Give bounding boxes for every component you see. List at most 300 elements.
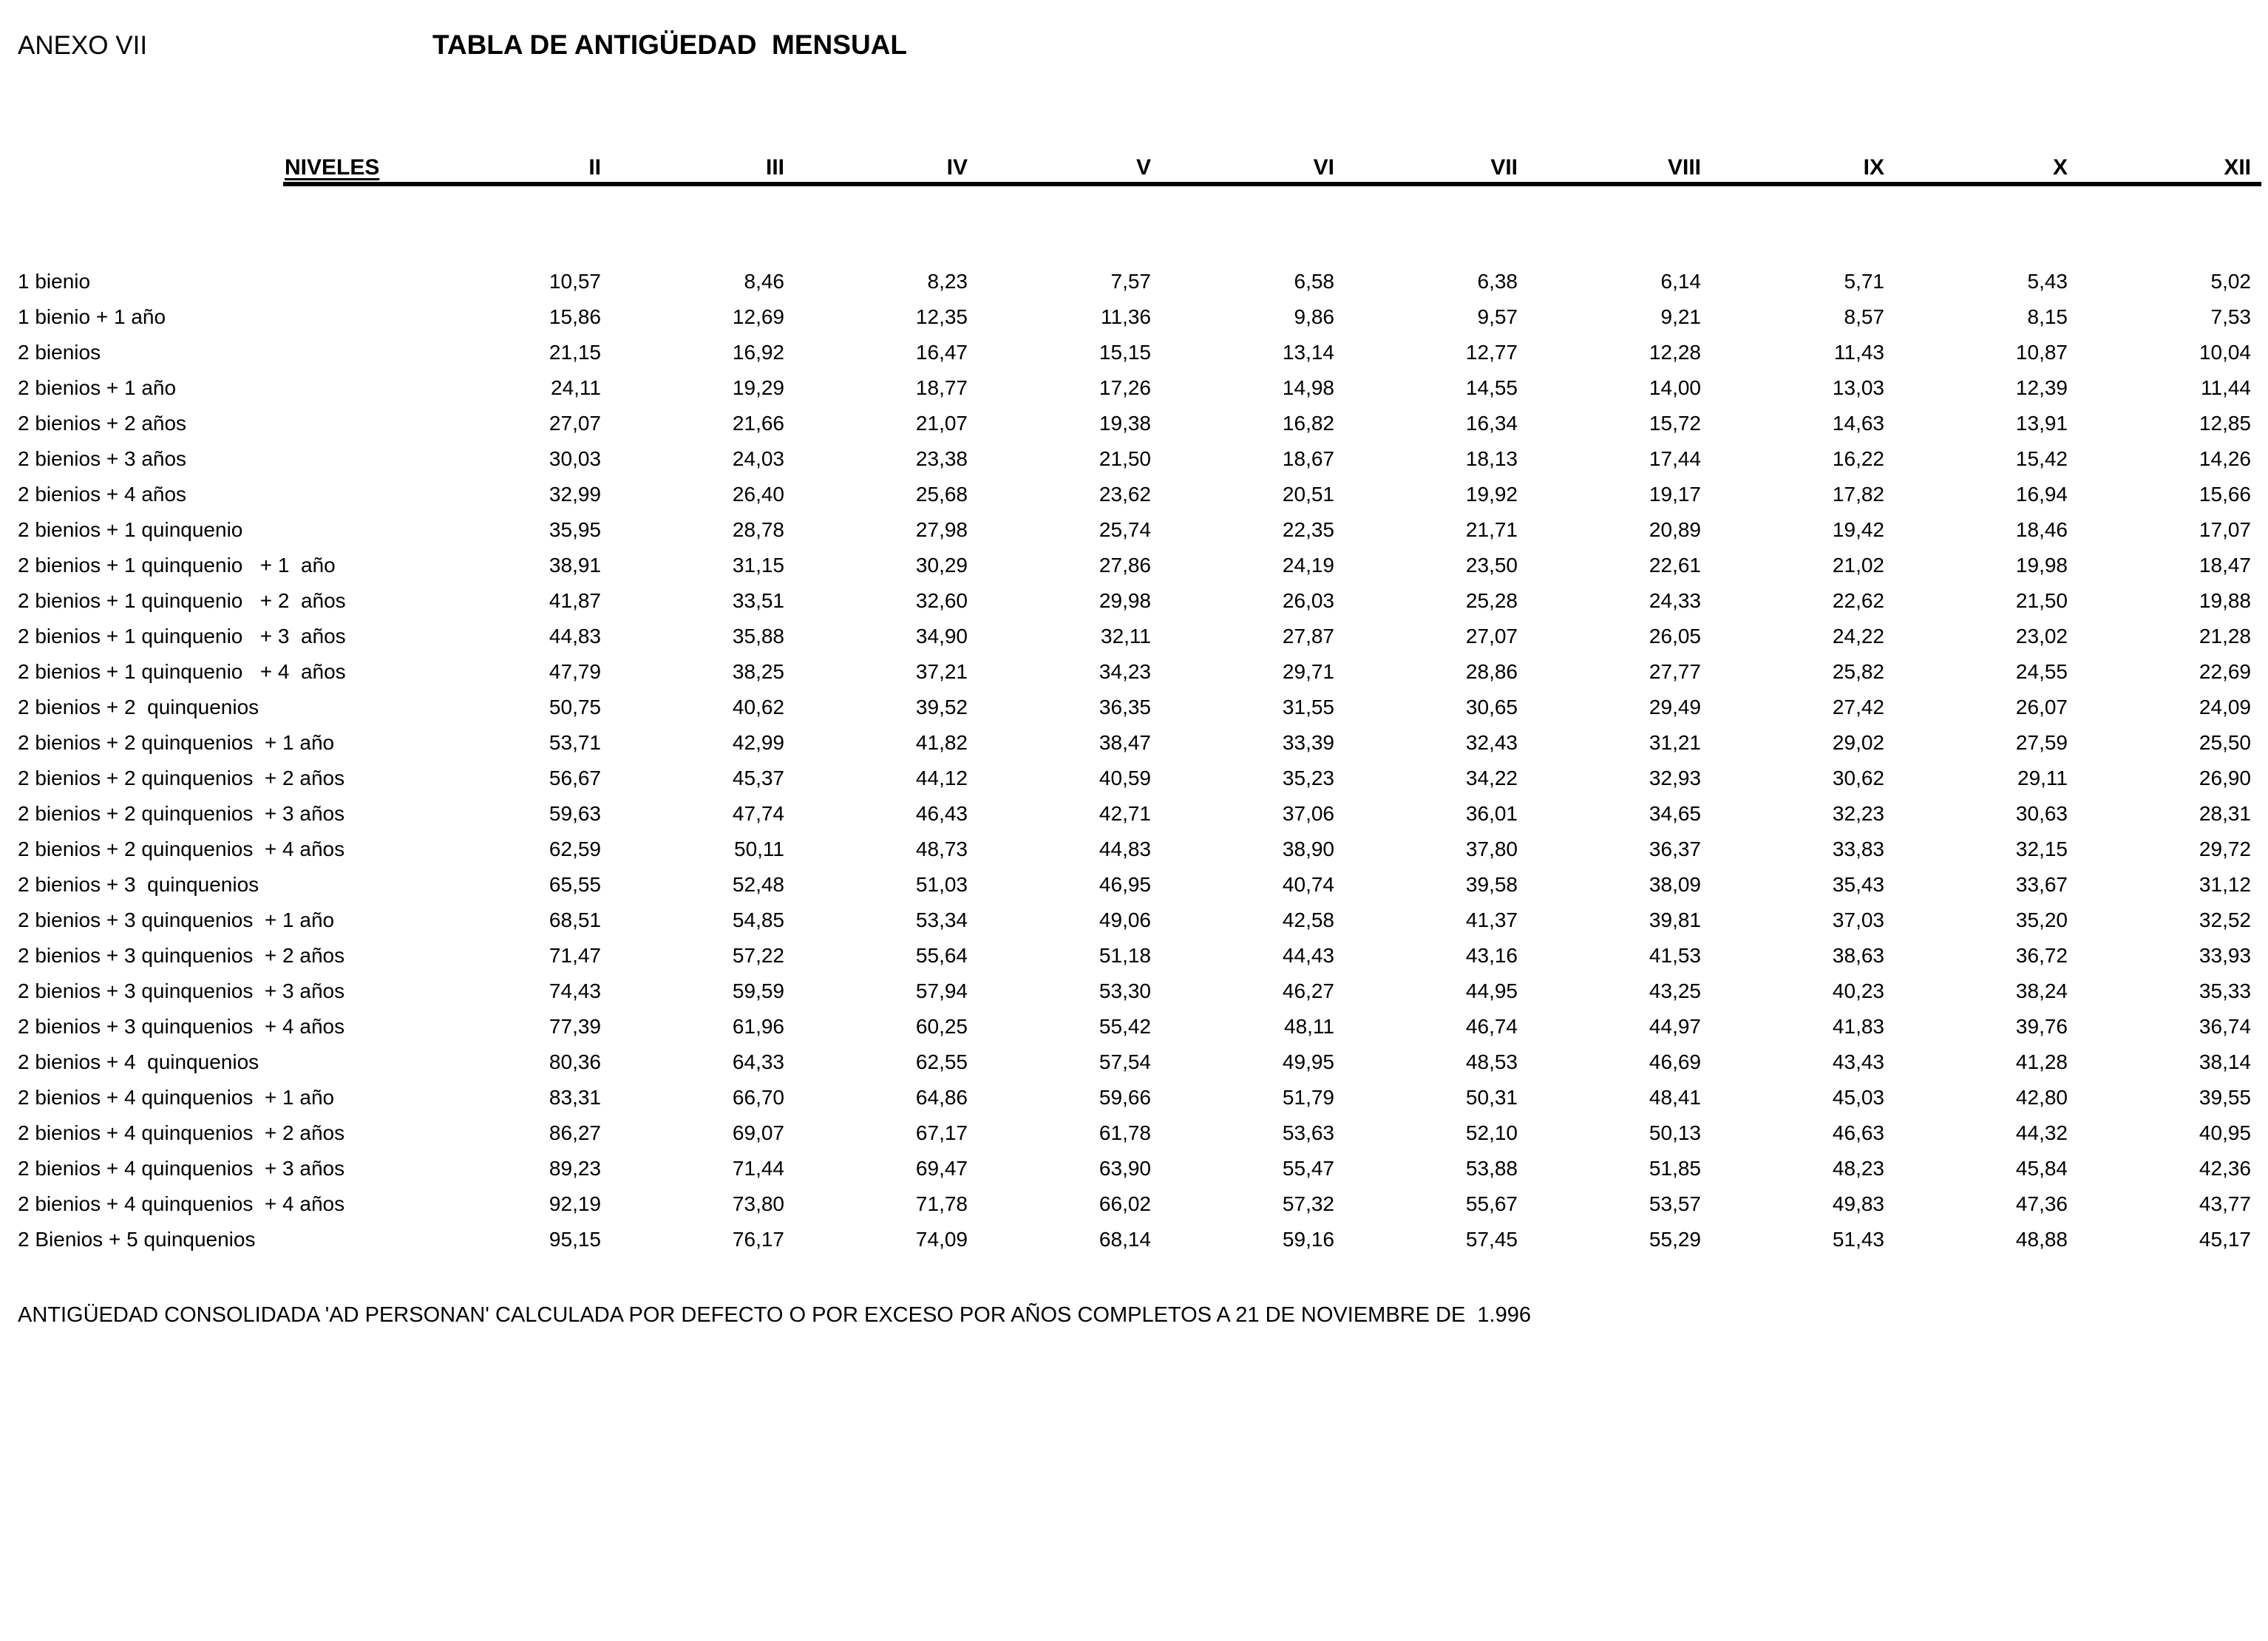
value-cell: 29,98: [1099, 589, 1151, 612]
value-cell: 32,23: [1832, 802, 1884, 825]
value-cell: 20,51: [1282, 483, 1334, 506]
level-label: 2 bienios + 3 quinquenios + 4 años: [18, 1015, 345, 1038]
value-cell: 29,49: [1649, 696, 1701, 718]
value-cell: 37,80: [1465, 838, 1518, 860]
table-row: [0, 441, 2251, 477]
value-cell: 41,83: [1832, 1015, 1884, 1038]
value-cell: 33,93: [2199, 944, 2251, 967]
value-cell: 38,63: [1832, 944, 1884, 967]
value-cell: 37,06: [1282, 802, 1334, 825]
value-cell: 27,87: [1282, 625, 1334, 648]
value-cell: 69,47: [915, 1157, 968, 1180]
value-cell: 32,93: [1649, 767, 1701, 789]
value-cell: 12,77: [1465, 341, 1518, 364]
table-row: [0, 761, 2251, 796]
value-cell: 30,03: [549, 447, 601, 470]
value-cell: 60,25: [915, 1015, 968, 1038]
value-cell: 71,44: [732, 1157, 784, 1180]
value-cell: 16,22: [1832, 447, 1884, 470]
column-header-V: V: [1135, 155, 1151, 180]
level-label: 2 bienios + 4 quinquenios: [18, 1050, 259, 1073]
value-cell: 35,95: [549, 518, 601, 541]
level-label: 2 bienios + 2 quinquenios + 1 año: [18, 731, 335, 754]
value-cell: 35,43: [1832, 873, 1884, 896]
value-cell: 21,50: [2015, 589, 2068, 612]
value-cell: 71,78: [915, 1192, 968, 1215]
value-cell: 51,79: [1282, 1086, 1334, 1109]
value-cell: 25,50: [2199, 731, 2251, 754]
value-cell: 48,11: [1284, 1015, 1334, 1038]
table-row: [0, 1115, 2251, 1151]
value-cell: 46,95: [1099, 873, 1151, 896]
value-cell: 11,43: [1834, 341, 1884, 364]
value-cell: 38,14: [2199, 1050, 2251, 1073]
value-cell: 30,65: [1465, 696, 1518, 718]
value-cell: 18,47: [2199, 554, 2251, 577]
value-cell: 8,46: [744, 270, 784, 293]
value-cell: 37,03: [1832, 908, 1884, 931]
value-cell: 55,47: [1282, 1157, 1334, 1180]
value-cell: 25,28: [1465, 589, 1518, 612]
value-cell: 44,83: [1099, 838, 1151, 860]
value-cell: 39,55: [2199, 1086, 2251, 1109]
value-cell: 52,48: [732, 873, 784, 896]
value-cell: 9,86: [1294, 305, 1334, 328]
value-cell: 38,24: [2015, 979, 2068, 1002]
value-cell: 36,37: [1649, 838, 1701, 860]
header-rule: [283, 182, 2261, 186]
value-cell: 35,23: [1282, 767, 1334, 789]
value-cell: 18,13: [1465, 447, 1518, 470]
value-cell: 41,28: [2015, 1050, 2068, 1073]
value-cell: 23,38: [915, 447, 968, 470]
value-cell: 40,23: [1832, 979, 1884, 1002]
value-cell: 62,59: [549, 838, 601, 860]
column-header-VII: VII: [1490, 155, 1518, 180]
value-cell: 76,17: [732, 1228, 784, 1251]
value-cell: 8,57: [1844, 305, 1884, 328]
value-cell: 12,28: [1649, 341, 1701, 364]
value-cell: 27,77: [1649, 660, 1701, 683]
level-label: 2 bienios + 1 quinquenio + 3 años: [18, 625, 346, 648]
value-cell: 28,78: [732, 518, 784, 541]
value-cell: 33,39: [1282, 731, 1334, 754]
spacer-row: [0, 185, 2251, 264]
value-cell: 57,54: [1099, 1050, 1151, 1073]
value-cell: 6,58: [1294, 270, 1334, 293]
value-cell: 53,57: [1649, 1192, 1701, 1215]
value-cell: 5,02: [2210, 270, 2251, 293]
value-cell: 83,31: [549, 1086, 601, 1109]
value-cell: 34,65: [1649, 802, 1701, 825]
value-cell: 40,95: [2199, 1121, 2251, 1144]
value-cell: 21,02: [1832, 554, 1884, 577]
value-cell: 48,41: [1649, 1086, 1701, 1109]
value-cell: 52,10: [1465, 1121, 1518, 1144]
value-cell: 24,03: [732, 447, 784, 470]
table-row: [0, 1044, 2251, 1080]
value-cell: 32,52: [2199, 908, 2251, 931]
value-cell: 22,35: [1282, 518, 1334, 541]
value-cell: 9,57: [1477, 305, 1518, 328]
value-cell: 73,80: [732, 1192, 784, 1215]
value-cell: 43,25: [1649, 979, 1701, 1002]
table-row: [0, 690, 2251, 725]
value-cell: 43,43: [1832, 1050, 1884, 1073]
value-cell: 45,84: [2015, 1157, 2068, 1180]
level-label: 2 bienios + 4 quinquenios + 1 año: [18, 1086, 335, 1109]
value-cell: 12,85: [2199, 412, 2251, 435]
value-cell: 27,07: [549, 412, 601, 435]
value-cell: 51,43: [1832, 1228, 1884, 1251]
table-row: [0, 832, 2251, 867]
value-cell: 46,43: [915, 802, 968, 825]
value-cell: 42,99: [732, 731, 784, 754]
value-cell: 22,61: [1649, 554, 1701, 577]
level-label: 2 bienios + 4 quinquenios + 3 años: [18, 1157, 345, 1180]
value-cell: 42,36: [2199, 1157, 2251, 1180]
column-header-IV: IV: [946, 155, 968, 180]
value-cell: 55,29: [1649, 1228, 1701, 1251]
value-cell: 12,39: [2015, 376, 2068, 399]
value-cell: 21,07: [915, 412, 968, 435]
level-label: 2 bienios + 3 quinquenios: [18, 873, 259, 896]
value-cell: 30,62: [1832, 767, 1884, 789]
value-cell: 18,77: [915, 376, 968, 399]
value-cell: 47,79: [549, 660, 601, 683]
value-cell: 19,98: [2015, 554, 2068, 577]
value-cell: 34,90: [915, 625, 968, 648]
value-cell: 57,45: [1465, 1228, 1518, 1251]
value-cell: 26,05: [1649, 625, 1701, 648]
value-cell: 39,58: [1465, 873, 1518, 896]
value-cell: 37,21: [915, 660, 968, 683]
value-cell: 32,60: [915, 589, 968, 612]
value-cell: 59,63: [549, 802, 601, 825]
value-cell: 27,42: [1832, 696, 1884, 718]
value-cell: 35,88: [732, 625, 784, 648]
value-cell: 47,74: [732, 802, 784, 825]
table-row: [0, 1009, 2251, 1044]
value-cell: 48,88: [2015, 1228, 2068, 1251]
value-cell: 50,11: [734, 838, 784, 860]
value-cell: 51,85: [1649, 1157, 1701, 1180]
annex-label: ANEXO VII: [18, 31, 148, 60]
value-cell: 31,55: [1282, 696, 1334, 718]
level-label: 2 bienios + 3 quinquenios + 3 años: [18, 979, 345, 1002]
value-cell: 22,69: [2199, 660, 2251, 683]
value-cell: 21,71: [1465, 518, 1518, 541]
value-cell: 45,03: [1832, 1086, 1884, 1109]
value-cell: 19,92: [1465, 483, 1518, 506]
value-cell: 15,72: [1649, 412, 1701, 435]
value-cell: 56,67: [549, 767, 601, 789]
level-label: 2 bienios + 4 años: [18, 483, 187, 506]
level-label: 2 bienios + 2 años: [18, 412, 187, 435]
value-cell: 30,63: [2015, 802, 2068, 825]
value-cell: 44,43: [1282, 944, 1334, 967]
value-cell: 19,38: [1099, 412, 1151, 435]
value-cell: 19,42: [1832, 518, 1884, 541]
value-cell: 21,50: [1099, 447, 1151, 470]
table-row: [0, 1151, 2251, 1186]
value-cell: 44,32: [2015, 1121, 2068, 1144]
table-row: [0, 299, 2251, 335]
value-cell: 13,91: [2015, 412, 2068, 435]
value-cell: 43,77: [2199, 1192, 2251, 1215]
value-cell: 7,53: [2210, 305, 2251, 328]
value-cell: 19,17: [1649, 483, 1701, 506]
value-cell: 42,58: [1282, 908, 1334, 931]
value-cell: 27,86: [1099, 554, 1151, 577]
table-row: [0, 1080, 2251, 1115]
value-cell: 17,07: [2199, 518, 2251, 541]
value-cell: 68,51: [549, 908, 601, 931]
table-header-row: [0, 151, 2251, 185]
value-cell: 55,42: [1099, 1015, 1151, 1038]
value-cell: 86,27: [549, 1121, 601, 1144]
value-cell: 61,78: [1099, 1121, 1151, 1144]
value-cell: 12,35: [915, 305, 968, 328]
value-cell: 49,95: [1282, 1050, 1334, 1073]
value-cell: 74,09: [915, 1228, 968, 1251]
niveles-header-label: NIVELES: [285, 155, 380, 180]
value-cell: 80,36: [549, 1050, 601, 1073]
value-cell: 27,98: [915, 518, 968, 541]
value-cell: 69,07: [732, 1121, 784, 1144]
level-label: 2 bienios + 1 quinquenio + 2 años: [18, 589, 346, 612]
level-label: 2 bienios + 3 quinquenios + 1 año: [18, 908, 335, 931]
value-cell: 23,50: [1465, 554, 1518, 577]
value-cell: 32,15: [2015, 838, 2068, 860]
table-row: [0, 370, 2251, 406]
value-cell: 44,95: [1465, 979, 1518, 1002]
value-cell: 9,21: [1660, 305, 1701, 328]
value-cell: 53,30: [1099, 979, 1151, 1002]
level-label: 2 bienios + 4 quinquenios + 4 años: [18, 1192, 345, 1215]
value-cell: 71,47: [549, 944, 601, 967]
level-label: 2 bienios + 3 quinquenios + 2 años: [18, 944, 345, 967]
value-cell: 46,27: [1282, 979, 1334, 1002]
value-cell: 29,11: [2017, 767, 2068, 789]
level-label: 2 bienios + 1 quinquenio + 1 año: [18, 554, 336, 577]
value-cell: 41,87: [549, 589, 601, 612]
value-cell: 26,03: [1282, 589, 1334, 612]
value-cell: 10,04: [2199, 341, 2251, 364]
value-cell: 41,53: [1649, 944, 1701, 967]
value-cell: 66,02: [1099, 1192, 1151, 1215]
value-cell: 59,59: [732, 979, 784, 1002]
value-cell: 17,26: [1099, 376, 1151, 399]
table-row: [0, 264, 2251, 299]
value-cell: 15,15: [1099, 341, 1151, 364]
value-cell: 38,25: [732, 660, 784, 683]
value-cell: 25,68: [915, 483, 968, 506]
level-label: 2 bienios + 2 quinquenios + 2 años: [18, 767, 345, 789]
level-label: 1 bienio + 1 año: [18, 305, 166, 328]
value-cell: 36,72: [2015, 944, 2068, 967]
value-cell: 18,46: [2015, 518, 2068, 541]
table-row: [0, 406, 2251, 441]
value-cell: 62,55: [915, 1050, 968, 1073]
level-label: 2 bienios + 4 quinquenios + 2 años: [18, 1121, 345, 1144]
value-cell: 27,59: [2015, 731, 2068, 754]
level-label: 2 Bienios + 5 quinquenios: [18, 1228, 256, 1251]
value-cell: 20,89: [1649, 518, 1701, 541]
value-cell: 40,62: [732, 696, 784, 718]
level-label: 2 bienios + 2 quinquenios + 3 años: [18, 802, 345, 825]
value-cell: 46,63: [1832, 1121, 1884, 1144]
value-cell: 24,09: [2199, 696, 2251, 718]
value-cell: 32,43: [1465, 731, 1518, 754]
level-label: 2 bienios + 2 quinquenios + 4 años: [18, 838, 345, 860]
value-cell: 18,67: [1282, 447, 1334, 470]
value-cell: 38,90: [1282, 838, 1334, 860]
value-cell: 32,99: [549, 483, 601, 506]
value-cell: 11,36: [1101, 305, 1151, 328]
value-cell: 32,11: [1101, 625, 1151, 648]
value-cell: 15,42: [2015, 447, 2068, 470]
value-cell: 35,33: [2199, 979, 2251, 1002]
table-row: [0, 867, 2251, 903]
value-cell: 15,66: [2199, 483, 2251, 506]
value-cell: 33,83: [1832, 838, 1884, 860]
value-cell: 51,03: [915, 873, 968, 896]
value-cell: 57,22: [732, 944, 784, 967]
table-row: [0, 548, 2251, 583]
value-cell: 44,97: [1649, 1015, 1701, 1038]
value-cell: 64,86: [915, 1086, 968, 1109]
value-cell: 19,88: [2199, 589, 2251, 612]
value-cell: 33,51: [732, 589, 784, 612]
value-cell: 26,40: [732, 483, 784, 506]
value-cell: 40,59: [1099, 767, 1151, 789]
value-cell: 22,62: [1832, 589, 1884, 612]
level-label: 2 bienios + 1 quinquenio: [18, 518, 243, 541]
value-cell: 14,63: [1832, 412, 1884, 435]
column-header-VI: VI: [1313, 155, 1334, 180]
table-row: [0, 335, 2251, 370]
value-cell: 41,82: [915, 731, 968, 754]
value-cell: 36,01: [1465, 802, 1518, 825]
value-cell: 7,57: [1110, 270, 1151, 293]
value-cell: 38,91: [549, 554, 601, 577]
value-cell: 29,02: [1832, 731, 1884, 754]
value-cell: 8,23: [927, 270, 968, 293]
value-cell: 16,92: [732, 341, 784, 364]
value-cell: 29,72: [2199, 838, 2251, 860]
value-cell: 14,26: [2199, 447, 2251, 470]
table-row: [0, 654, 2251, 690]
value-cell: 39,52: [915, 696, 968, 718]
value-cell: 64,33: [732, 1050, 784, 1073]
value-cell: 50,75: [549, 696, 601, 718]
value-cell: 53,71: [549, 731, 601, 754]
value-cell: 29,71: [1282, 660, 1334, 683]
value-cell: 13,03: [1832, 376, 1884, 399]
value-cell: 35,20: [2015, 908, 2068, 931]
value-cell: 68,14: [1099, 1228, 1151, 1251]
value-cell: 89,23: [549, 1157, 601, 1180]
value-cell: 26,07: [2015, 696, 2068, 718]
level-label: 2 bienios: [18, 341, 101, 364]
value-cell: 77,39: [549, 1015, 601, 1038]
level-label: 2 bienios + 1 quinquenio + 4 años: [18, 660, 346, 683]
column-header-XII: XII: [2224, 155, 2251, 180]
value-cell: 44,12: [915, 767, 968, 789]
value-cell: 51,18: [1099, 944, 1151, 967]
value-cell: 38,09: [1649, 873, 1701, 896]
level-label: 2 bienios + 2 quinquenios: [18, 696, 259, 718]
value-cell: 47,36: [2015, 1192, 2068, 1215]
level-label: 2 bienios + 3 años: [18, 447, 187, 470]
value-cell: 24,33: [1649, 589, 1701, 612]
table-row: [0, 938, 2251, 974]
value-cell: 46,69: [1649, 1050, 1701, 1073]
value-cell: 25,82: [1832, 660, 1884, 683]
table-row: [0, 619, 2251, 654]
value-cell: 25,74: [1099, 518, 1151, 541]
value-cell: 17,44: [1649, 447, 1701, 470]
value-cell: 36,35: [1099, 696, 1151, 718]
value-cell: 41,37: [1465, 908, 1518, 931]
column-header-IX: IX: [1863, 155, 1884, 180]
value-cell: 28,31: [2199, 802, 2251, 825]
value-cell: 50,13: [1649, 1121, 1701, 1144]
value-cell: 40,74: [1282, 873, 1334, 896]
value-cell: 8,15: [2027, 305, 2068, 328]
column-header-II: II: [588, 155, 601, 180]
seniority-table: [0, 151, 2251, 1257]
level-label: 2 bienios + 1 año: [18, 376, 177, 399]
value-cell: 43,16: [1465, 944, 1518, 967]
value-cell: 95,15: [549, 1228, 601, 1251]
value-cell: 15,86: [549, 305, 601, 328]
value-cell: 33,67: [2015, 873, 2068, 896]
value-cell: 21,15: [549, 341, 601, 364]
value-cell: 6,38: [1477, 270, 1518, 293]
value-cell: 16,82: [1282, 412, 1334, 435]
value-cell: 66,70: [732, 1086, 784, 1109]
column-header-III: III: [765, 155, 784, 180]
value-cell: 14,55: [1465, 376, 1518, 399]
value-cell: 16,34: [1465, 412, 1518, 435]
value-cell: 65,55: [549, 873, 601, 896]
table-row: [0, 974, 2251, 1009]
value-cell: 46,74: [1465, 1015, 1518, 1038]
value-cell: 16,94: [2015, 483, 2068, 506]
value-cell: 17,82: [1832, 483, 1884, 506]
value-cell: 28,86: [1465, 660, 1518, 683]
table-row: [0, 725, 2251, 761]
value-cell: 53,63: [1282, 1121, 1334, 1144]
value-cell: 31,12: [2199, 873, 2251, 896]
value-cell: 6,14: [1660, 270, 1701, 293]
table-row: [0, 512, 2251, 548]
value-cell: 48,53: [1465, 1050, 1518, 1073]
value-cell: 26,90: [2199, 767, 2251, 789]
value-cell: 45,37: [732, 767, 784, 789]
value-cell: 57,32: [1282, 1192, 1334, 1215]
value-cell: 42,80: [2015, 1086, 2068, 1109]
value-cell: 30,29: [915, 554, 968, 577]
value-cell: 10,87: [2015, 341, 2068, 364]
value-cell: 24,22: [1832, 625, 1884, 648]
value-cell: 24,11: [551, 376, 601, 399]
value-cell: 23,02: [2015, 625, 2068, 648]
value-cell: 48,23: [1832, 1157, 1884, 1180]
value-cell: 11,44: [2201, 376, 2251, 399]
